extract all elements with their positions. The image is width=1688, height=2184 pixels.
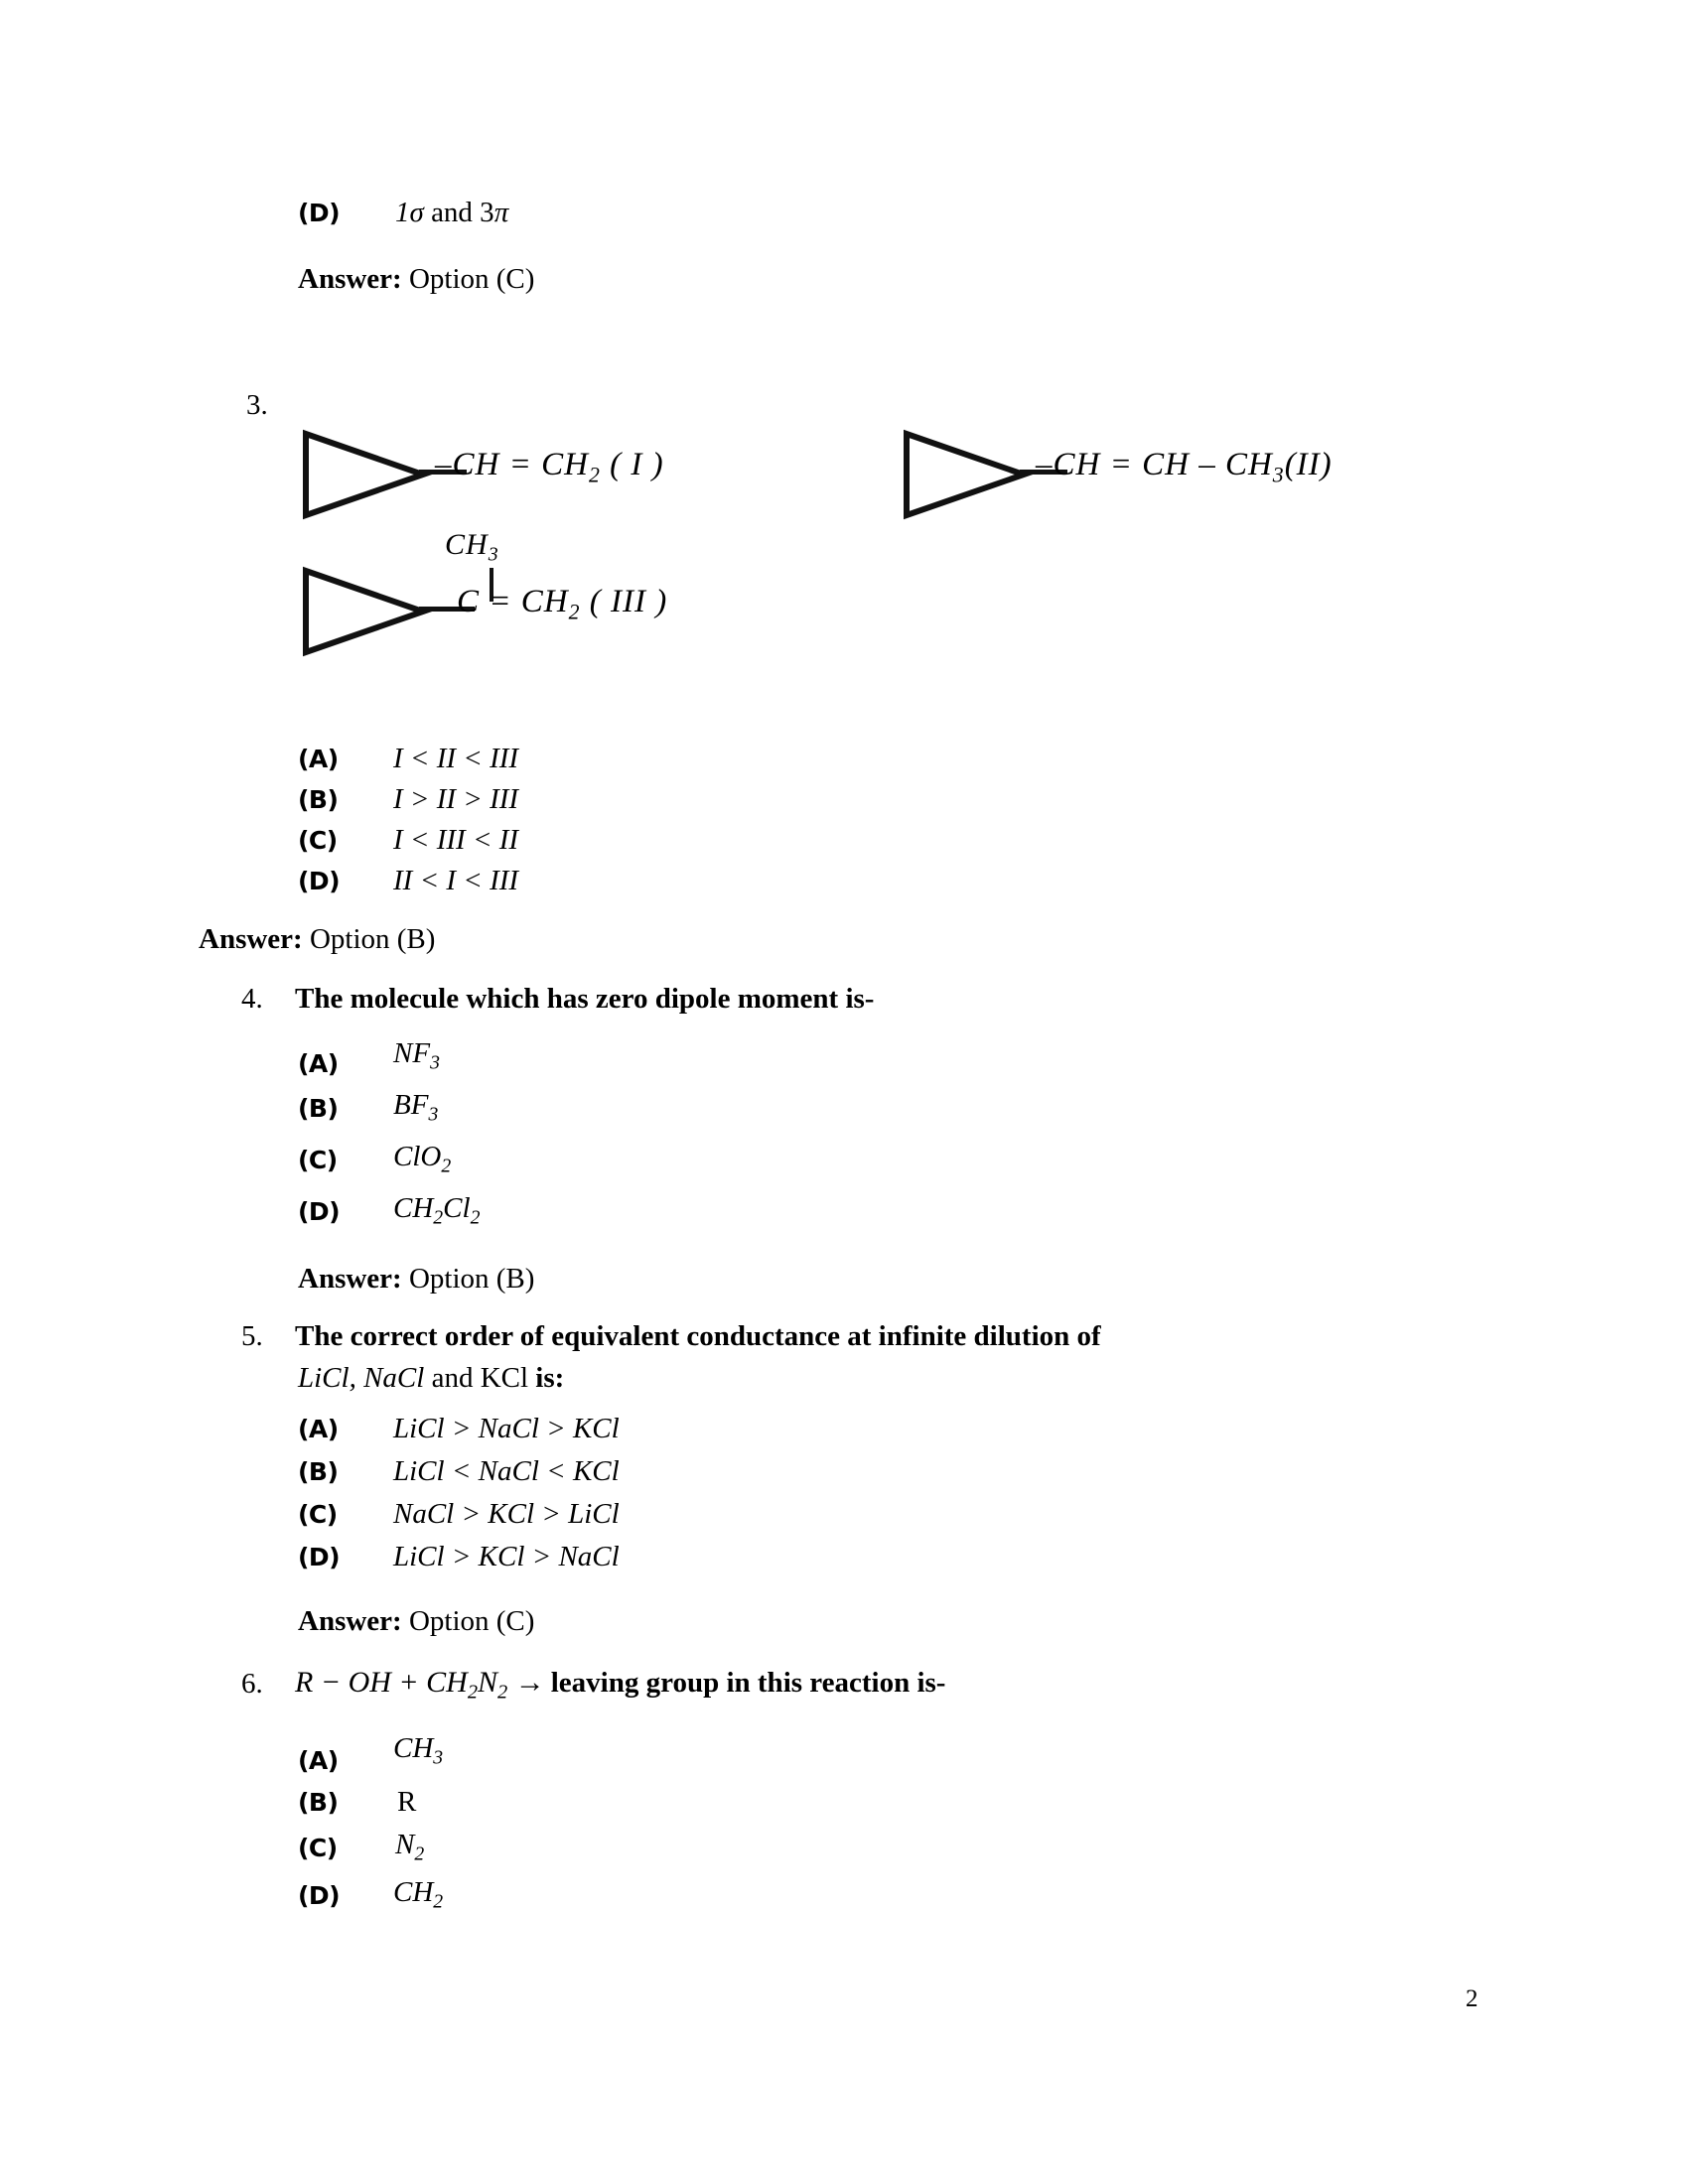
option-label: (D) bbox=[298, 867, 341, 895]
answer-label: Answer: bbox=[298, 1605, 402, 1637]
option-value: $CH_3$ bbox=[393, 1732, 444, 1769]
q4-option-b-row bbox=[298, 1089, 439, 1129]
cyclopropane-icon bbox=[298, 429, 447, 520]
option-label: (C) bbox=[298, 1834, 338, 1862]
answer-label: Answer: bbox=[199, 923, 303, 955]
page-number: 2 bbox=[1466, 1985, 1478, 2012]
structure-III-formula bbox=[457, 584, 667, 624]
option-value: $CH_2Cl_2$ bbox=[393, 1192, 481, 1229]
q5-stem-salts: LiCl, NaCl bbox=[298, 1362, 425, 1394]
option-value: I < III < II bbox=[393, 824, 519, 856]
answer-value: Option (C) bbox=[408, 263, 535, 295]
q5-option-d-row bbox=[298, 1541, 620, 1573]
q5-stem-line2 bbox=[298, 1362, 564, 1395]
answer-value: Option (B) bbox=[408, 1263, 535, 1295]
option-label: (D) bbox=[298, 1543, 341, 1571]
q6-stem-text: leaving group in this reaction is- bbox=[550, 1667, 946, 1699]
option-value: $NF_3$ bbox=[393, 1037, 440, 1074]
option-label: (D) bbox=[298, 1197, 341, 1226]
q3-number: 3. bbox=[246, 389, 268, 421]
q3-option-d-row bbox=[298, 865, 518, 897]
q4-answer-line bbox=[298, 1263, 534, 1296]
option-label: (C) bbox=[298, 1146, 338, 1174]
structure-I-formula: $-CH = CH_2$ ( I ) bbox=[435, 447, 664, 487]
q4-option-a-row bbox=[298, 1037, 440, 1084]
option-label: (D) bbox=[298, 199, 341, 227]
cyclopropane-icon bbox=[899, 429, 1048, 520]
option-value: $BF_3$ bbox=[393, 1089, 439, 1126]
option-label: (B) bbox=[298, 1457, 339, 1486]
option-label: (B) bbox=[298, 1788, 339, 1817]
q5-number: 5. bbox=[241, 1320, 263, 1352]
q5-option-a-row bbox=[298, 1413, 620, 1445]
structure-II-formula: –CH = CH – $CH_3(II)$ bbox=[1036, 447, 1333, 487]
option-label: (B) bbox=[298, 785, 339, 814]
q6-option-b-row bbox=[298, 1786, 416, 1819]
option-label: (A) bbox=[298, 1049, 339, 1078]
option-value: LiCl > NaCl > KCl bbox=[393, 1413, 620, 1444]
q5-stem-is: is: bbox=[528, 1362, 565, 1394]
q4-option-d-row bbox=[298, 1192, 481, 1232]
q4-number: 4. bbox=[241, 983, 263, 1015]
q3-answer-line bbox=[199, 923, 435, 956]
q3-option-a-row bbox=[298, 743, 518, 775]
structure-II-formula-text: CH = CH – $CH_3(II)$ bbox=[1053, 447, 1333, 487]
q6-option-d-row bbox=[298, 1876, 444, 1916]
q5-option-b-row bbox=[298, 1455, 620, 1488]
answer-label: Answer: bbox=[298, 263, 402, 295]
option-label: (D) bbox=[298, 1881, 341, 1910]
q6-option-c-row bbox=[298, 1829, 425, 1868]
q5-stem-and: and KCl bbox=[424, 1362, 529, 1394]
q5-option-c-row bbox=[298, 1498, 620, 1531]
option-value: $CH_2$ bbox=[393, 1876, 444, 1913]
q6-option-a-row bbox=[298, 1732, 444, 1781]
structure-I-formula-text: CH = $CH_2$ ( I ) bbox=[452, 447, 664, 487]
option-label: (B) bbox=[298, 1094, 339, 1123]
answer-label: Answer: bbox=[298, 1263, 402, 1295]
option-value: R bbox=[397, 1786, 417, 1818]
q6-number: 6. bbox=[241, 1668, 263, 1700]
option-value: I > II > III bbox=[393, 783, 519, 815]
q4-stem: The molecule which has zero dipole moment is- bbox=[295, 983, 875, 1015]
q2-option-d-row bbox=[298, 197, 508, 229]
structure-III-ring bbox=[298, 566, 447, 657]
q5-stem-line1: The correct order of equivalent conductance at infinite dilution of bbox=[295, 1320, 1101, 1352]
answer-value: Option (C) bbox=[408, 1605, 535, 1637]
option-value: 1σ and 3π bbox=[395, 197, 509, 228]
q6-stem bbox=[295, 1666, 945, 1705]
answer-value: Option (B) bbox=[309, 923, 436, 955]
option-value: $N_2$ bbox=[395, 1829, 425, 1865]
q2-answer-line bbox=[298, 263, 534, 296]
q4-option-c-row bbox=[298, 1141, 452, 1180]
structure-III-methyl-text: $CH_3$ bbox=[445, 528, 499, 566]
option-value: ClO$_2$ bbox=[393, 1141, 452, 1177]
q5-answer-line bbox=[298, 1605, 534, 1638]
option-value: LiCl > KCl > NaCl bbox=[393, 1541, 620, 1572]
structure-I-ring bbox=[298, 429, 447, 520]
q3-option-b-row bbox=[298, 783, 518, 816]
q6-stem-reaction: R − OH + $CH_2N_2$ → bbox=[295, 1666, 545, 1704]
structure-II-ring bbox=[899, 429, 1048, 520]
q3-option-c-row bbox=[298, 824, 518, 857]
option-value: I < II < III bbox=[393, 743, 519, 774]
option-label: (A) bbox=[298, 745, 339, 773]
cyclopropane-icon bbox=[298, 566, 447, 657]
option-value: LiCl < NaCl < KCl bbox=[393, 1455, 620, 1487]
option-label: (A) bbox=[298, 1415, 339, 1443]
structure-III-methyl bbox=[445, 528, 499, 567]
option-label: (A) bbox=[298, 1746, 339, 1775]
option-value: II < I < III bbox=[393, 865, 519, 896]
option-label: (C) bbox=[298, 826, 338, 855]
structure-III-formula-text: $C = CH_2$ ( III ) bbox=[457, 584, 668, 624]
option-label: (C) bbox=[298, 1500, 338, 1529]
option-value: NaCl > KCl > LiCl bbox=[393, 1498, 620, 1530]
